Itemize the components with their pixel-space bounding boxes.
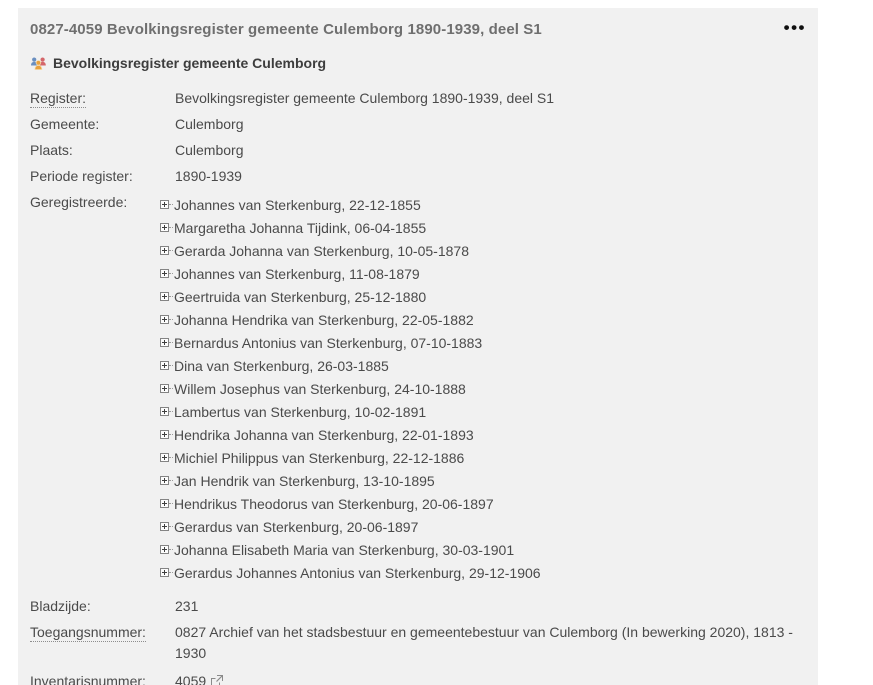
expand-plus-icon[interactable] — [160, 407, 169, 416]
registered-person-name: Johannes van Sterkenburg, 22-12-1855 — [174, 196, 421, 213]
tree-connector — [169, 457, 173, 458]
field-label-plaats: Plaats: — [30, 142, 73, 158]
expand-plus-icon[interactable] — [160, 430, 169, 439]
tree-connector — [169, 549, 173, 550]
tree-connector — [169, 273, 173, 274]
tree-connector — [169, 319, 173, 320]
field-label-inventarisnummer — [30, 672, 175, 685]
tree-connector — [169, 365, 173, 366]
field-row-plaats — [30, 141, 808, 159]
expand-plus-icon[interactable] — [160, 476, 169, 485]
field-value-toegangsnummer: 0827 Archief van het stadsbestuur en gemeentebestuur van Culemborg (In bewerking 2020), 1813 - 1930 — [175, 624, 793, 661]
registered-person-row — [160, 262, 808, 285]
record-title: Bevolkingsregister gemeente Culemborg — [53, 55, 327, 71]
registered-person-name: Johanna Hendrika van Sterkenburg, 22-05-1882 — [174, 311, 474, 328]
register-label-tooltip[interactable]: Register: — [30, 90, 87, 106]
field-label-toegangsnummer — [30, 623, 175, 641]
record-panel — [18, 8, 818, 685]
registered-person-name: Geertruida van Sterkenburg, 25-12-1880 — [174, 288, 427, 305]
registered-person-name: Hendrika Johanna van Sterkenburg, 22-01-1893 — [174, 426, 474, 443]
field-label-periode-register: Periode register: — [30, 168, 133, 184]
external-link-icon[interactable] — [211, 675, 223, 685]
expand-plus-icon[interactable] — [160, 269, 169, 278]
expand-plus-icon[interactable] — [160, 499, 169, 508]
toegangsnummer-label-tooltip[interactable]: Toegangsnummer: — [30, 624, 146, 640]
registered-person-row — [160, 193, 808, 216]
ellipsis-menu-icon[interactable]: ••• — [783, 18, 806, 37]
inventarisnummer-label-tooltip[interactable]: Inventarisnummer: — [30, 673, 146, 685]
expand-plus-icon[interactable] — [160, 246, 169, 255]
expand-plus-icon[interactable] — [160, 338, 169, 347]
field-row-gemeente — [30, 115, 808, 133]
field-value-periode-register: 1890-1939 — [175, 168, 242, 184]
record-fields — [30, 89, 808, 685]
registered-person-row — [160, 538, 808, 561]
expand-plus-icon[interactable] — [160, 453, 169, 462]
registered-person-name: Gerardus van Sterkenburg, 20-06-1897 — [174, 518, 419, 535]
field-row-register — [30, 89, 808, 107]
registered-person-row — [160, 354, 808, 377]
field-label-register — [30, 89, 175, 107]
field-label-geregistreerde: Geregistreerde: — [30, 194, 128, 210]
inventarisnummer-value: 4059 — [175, 673, 207, 685]
tree-connector — [169, 388, 173, 389]
registered-person-row — [160, 216, 808, 239]
expand-plus-icon[interactable] — [160, 315, 169, 324]
expand-plus-icon[interactable] — [160, 223, 169, 232]
registered-person-name: Bernardus Antonius van Sterkenburg, 07-10-1883 — [174, 334, 483, 351]
registered-person-row — [160, 308, 808, 331]
registered-person-name: Gerarda Johanna van Sterkenburg, 10-05-1878 — [174, 242, 469, 259]
field-value-gemeente: Culemborg — [175, 116, 244, 132]
registered-person-row — [160, 492, 808, 515]
registered-person-row — [160, 515, 808, 538]
expand-plus-icon[interactable] — [160, 384, 169, 393]
field-value-inventarisnummer — [175, 672, 808, 685]
field-row-toegangsnummer — [30, 623, 808, 664]
tree-connector — [169, 204, 173, 205]
registered-person-row — [160, 400, 808, 423]
registered-person-row — [160, 331, 808, 354]
tree-connector — [169, 411, 173, 412]
registered-person-name: Michiel Philippus van Sterkenburg, 22-12-1886 — [174, 449, 465, 466]
registered-person-name: Dina van Sterkenburg, 26-03-1885 — [174, 357, 389, 374]
registered-person-name: Hendrikus Theodorus van Sterkenburg, 20-06-1897 — [174, 495, 494, 512]
registered-person-name: Willem Josephus van Sterkenburg, 24-10-1888 — [174, 380, 466, 397]
expand-plus-icon[interactable] — [160, 361, 169, 370]
expand-plus-icon[interactable] — [160, 522, 169, 531]
field-value-plaats: Culemborg — [175, 142, 244, 158]
registered-person-name: Gerardus Johannes Antonius van Sterkenburg, 29-12-1906 — [174, 564, 541, 581]
expand-plus-icon[interactable] — [160, 292, 169, 301]
registered-person-name: Johannes van Sterkenburg, 11-08-1879 — [174, 265, 420, 282]
tree-connector — [169, 572, 173, 573]
registered-persons-list — [160, 193, 808, 584]
field-row-inventarisnummer — [30, 672, 808, 685]
registered-person-row — [160, 446, 808, 469]
field-label-gemeente: Gemeente: — [30, 116, 100, 132]
field-value-bladzijde: 231 — [175, 598, 199, 614]
field-row-geregistreerde — [30, 193, 808, 584]
registered-person-row — [160, 377, 808, 400]
tree-connector — [169, 480, 173, 481]
registered-person-row — [160, 423, 808, 446]
expand-plus-icon[interactable] — [160, 545, 169, 554]
registered-person-row — [160, 469, 808, 492]
registered-person-row — [160, 239, 808, 262]
expand-plus-icon[interactable] — [160, 200, 169, 209]
field-label-bladzijde: Bladzijde: — [30, 598, 91, 614]
registered-person-name: Lambertus van Sterkenburg, 10-02-1891 — [174, 403, 427, 420]
panel-header — [30, 18, 808, 39]
page-title: 0827-4059 Bevolkingsregister gemeente Culemborg 1890-1939, deel S1 — [30, 21, 542, 38]
people-group-icon — [30, 56, 47, 71]
record-header — [30, 55, 808, 71]
tree-connector — [169, 250, 173, 251]
registered-person-row — [160, 285, 808, 308]
expand-plus-icon[interactable] — [160, 568, 169, 577]
tree-connector — [169, 434, 173, 435]
field-value-register: Bevolkingsregister gemeente Culemborg 1890-1939, deel S1 — [175, 90, 555, 106]
tree-connector — [169, 503, 173, 504]
tree-connector — [169, 296, 173, 297]
field-row-bladzijde — [30, 597, 808, 615]
field-row-periode-register — [30, 167, 808, 185]
registered-person-name: Johanna Elisabeth Maria van Sterkenburg, 30-03-1901 — [174, 541, 515, 558]
registered-person-name: Margaretha Johanna Tijdink, 06-04-1855 — [174, 219, 427, 236]
tree-connector — [169, 526, 173, 527]
tree-connector — [169, 342, 173, 343]
registered-person-row — [160, 561, 808, 584]
tree-connector — [169, 227, 173, 228]
registered-person-name: Jan Hendrik van Sterkenburg, 13-10-1895 — [174, 472, 435, 489]
